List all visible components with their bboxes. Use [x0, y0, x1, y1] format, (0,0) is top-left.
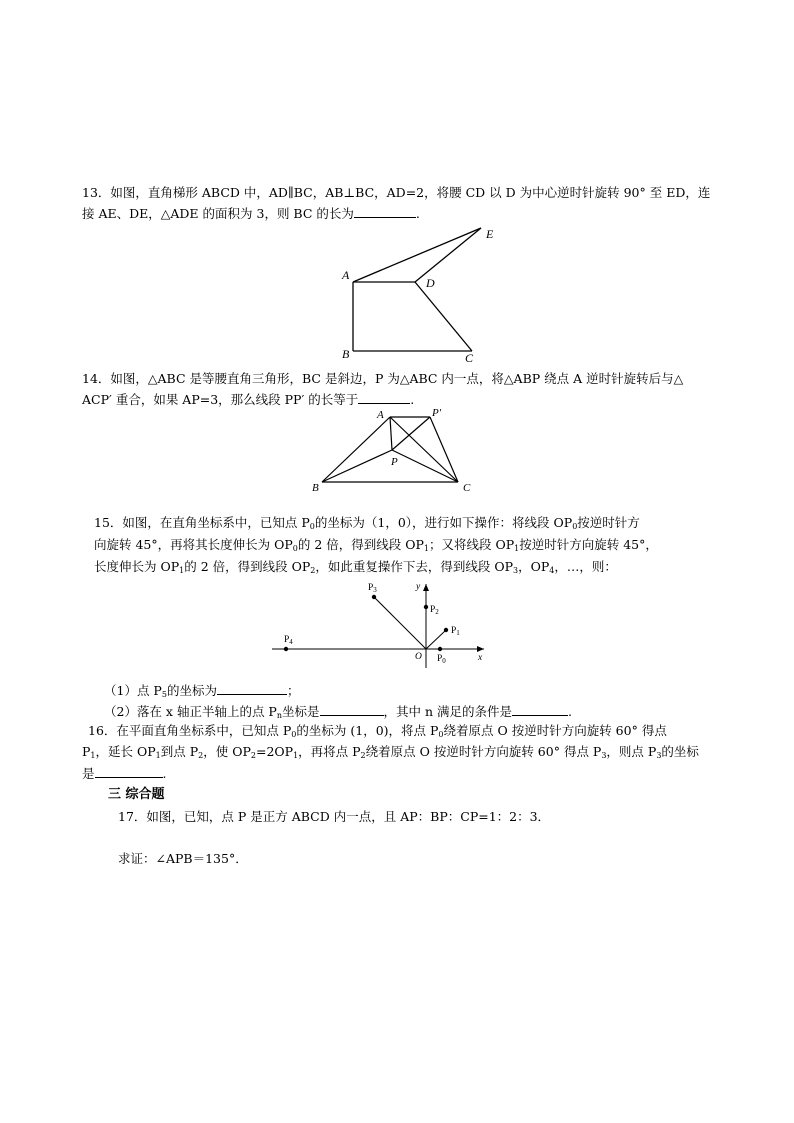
q14-label-pprime: P′ [432, 407, 442, 419]
q15-sub1-blank[interactable] [217, 681, 287, 695]
q13-label-d: D [426, 276, 435, 290]
q16-l2o: ，则点 P [606, 744, 657, 759]
q16-l2c: ，延长 OP [95, 744, 156, 759]
q15-l3h: 4 [549, 566, 555, 575]
q15-s1b: 5 [161, 690, 167, 699]
q16-line3 [82, 764, 167, 783]
q16-l2f: 2 [198, 751, 204, 760]
q15-l1a: 15．如图，在直角坐标系中，已知点 P [94, 515, 310, 530]
q13-label-e: E [486, 227, 494, 241]
q15-l3a: 长度伸长为 OP [94, 559, 180, 574]
q14-line2-end: . [410, 392, 415, 407]
q15-l1b: 0 [309, 522, 315, 531]
q16-l1b: 0 [291, 730, 297, 739]
q14-label-c: C [463, 482, 471, 494]
q16-l2n: 3 [601, 751, 607, 760]
q14-line2 [82, 390, 414, 409]
q16-l2d: 1 [155, 751, 161, 760]
q16-l3end: . [162, 766, 167, 781]
q13-line1: 13．如图，直角梯形 ABCD 中，AD∥BC，AB⊥BC，AD=2，将腰 CD 以 D 为中心逆时针旋转 90° 至 ED，连 [82, 185, 711, 200]
q15-l1e: 按逆时针方 [577, 515, 640, 530]
q15-sub2-blank2[interactable] [512, 702, 568, 716]
q16-l1d: 0 [438, 730, 444, 739]
q15-l3f: 3 [513, 566, 519, 575]
q15-l3i: ，…，则： [554, 559, 617, 574]
q15-l2d: 1 [423, 544, 429, 553]
q16-l2q: 的坐标 [661, 744, 699, 759]
q13-line2-text: 接 AE、DE，△ADE 的面积为 3，则 BC 的长为 [82, 206, 354, 221]
q15-l2e: ；又将线段 OP [429, 537, 515, 552]
q14-line1: 14．如图，△ABC 是等腰直角三角形，BC 是斜边，P 为△ABC 内一点，将△ABP 绕点 A 逆时针旋转后与△ [82, 371, 684, 386]
q13-line2-end: . [415, 206, 420, 221]
q15-s1a: （1）点 P [104, 683, 162, 698]
q16-l2g: ，使 OP [203, 744, 251, 759]
q16-line1 [88, 722, 667, 740]
q15-label-p4: $P_4$ [284, 635, 293, 646]
q17-line1: 17．如图，已知，点 P 是正方 ABCD 内一点，且 AP：BP：CP=1：2：3． [118, 809, 551, 824]
q13-label-b: B [342, 347, 350, 361]
q15-label-p3: $P_3$ [368, 583, 377, 594]
q14-label-b: B [312, 482, 319, 494]
q16-l2b: 1 [90, 751, 96, 760]
q14-answer-blank[interactable] [358, 390, 410, 404]
q15-line3 [94, 558, 617, 576]
q14-label-a: A [377, 409, 384, 421]
q13-line2 [82, 204, 420, 223]
q17-line2: 求证：∠APB＝135°． [118, 851, 248, 866]
q13-answer-blank[interactable] [354, 204, 416, 218]
q13-label-c: C [465, 351, 474, 365]
q15-l3c: 的 2 倍，得到线段 OP [184, 559, 311, 574]
q16-l2m: 绕着原点 O 按逆时针方向旋转 60° 得点 P [365, 744, 602, 759]
q15-s2end: . [568, 704, 572, 719]
q14-label-p: P [391, 456, 398, 468]
q16-l2k: ，再将点 P [298, 744, 361, 759]
q15-l3e: ，如此重复操作下去，得到线段 OP [315, 559, 514, 574]
q15-l1d: 0 [572, 522, 578, 531]
q15-label-y: y [416, 582, 421, 592]
q16-l2h: 2 [250, 751, 256, 760]
q15-l2g: 按逆时针方向旋转 45°， [519, 537, 658, 552]
q15-sub2 [104, 702, 572, 721]
q15-l3d: 2 [310, 566, 316, 575]
q16-answer-blank[interactable] [95, 764, 163, 778]
q15-s2b: n [276, 711, 282, 720]
q15-s2d: ，其中 n 满足的条件是 [383, 704, 513, 719]
q16-l2e: 到点 P [160, 744, 199, 759]
q15-sub2-blank1[interactable] [320, 702, 384, 716]
q16-l2j: 1 [293, 751, 299, 760]
q15-l2b: 0 [292, 544, 298, 553]
q15-line2 [94, 536, 658, 554]
q15-l2f: 1 [514, 544, 520, 553]
q15-s2c: 坐标是 [282, 704, 320, 719]
q16-l1c: 的坐标为 (1，0)，将点 P [296, 723, 439, 738]
q15-label-p2: $P_2$ [430, 605, 439, 616]
q15-l3b: 1 [179, 566, 185, 575]
q14-line2-text: ACP′ 重合，如果 AP=3，那么线段 PP′ 的长等于 [82, 392, 359, 407]
q16-line2 [82, 743, 699, 761]
q15-sub1 [104, 681, 299, 700]
q15-l2a: 向旋转 45°，再将其长度伸长为 OP [94, 537, 293, 552]
q16-l1e: 绕着原点 O 按逆时针方向旋转 60° 得点 [443, 723, 667, 738]
q15-s1c: 的坐标为 [166, 683, 217, 698]
q15-line1 [94, 514, 640, 532]
q15-s2a: （2）落在 x 轴正半轴上的点 P [104, 704, 277, 719]
q16-l2p: 3 [656, 751, 662, 760]
q13-label-a: A [342, 268, 350, 282]
q16-l1a: 16．在平面直角坐标系中，已知点 P [88, 723, 292, 738]
section-title: 三 综合题 [108, 787, 165, 802]
q15-label-p1: $P_1$ [451, 626, 460, 637]
q15-label-x: x [478, 653, 483, 663]
q15-l1c: 的坐标为（1，0），进行如下操作：将线段 OP [314, 515, 573, 530]
q16-l2a: P [82, 744, 91, 759]
q15-label-origin: O [415, 652, 422, 662]
q15-s1end: ； [286, 683, 300, 698]
q15-l3g: ，OP [518, 559, 550, 574]
q15-l2c: 的 2 倍，得到线段 OP [297, 537, 424, 552]
q16-l2l: 2 [360, 751, 366, 760]
q16-l3: 是 [82, 766, 95, 781]
q15-label-p0: $P_0$ [437, 654, 446, 665]
q16-l2i: =2OP [255, 744, 294, 759]
